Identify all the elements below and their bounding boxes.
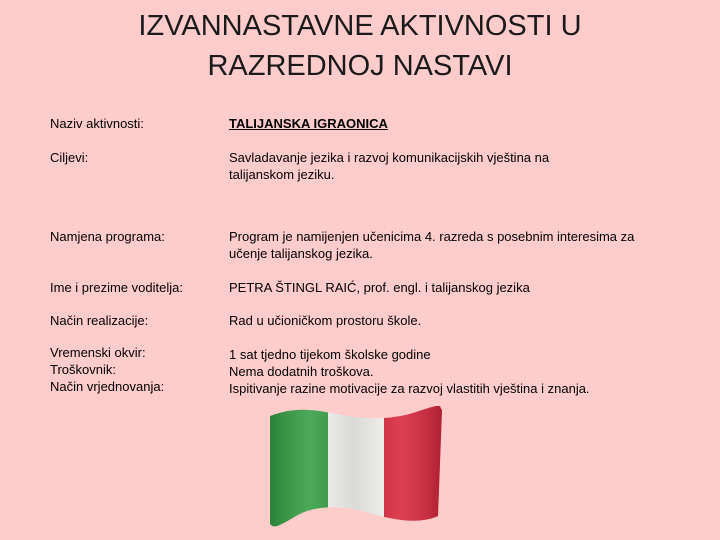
value-ciljevi-line-2: talijanskom jeziku. <box>229 167 335 182</box>
label-ciljevi: Ciljevi: <box>50 150 89 165</box>
value-namjena <box>229 228 679 262</box>
label-realizacija: Način realizacije: <box>50 313 149 328</box>
italian-flag-icon <box>266 406 444 530</box>
label-naziv: Naziv aktivnosti: <box>50 116 144 131</box>
value-namjena-line-1: Program je namijenjen učenicima 4. razreda s posebnim interesima za <box>229 229 635 244</box>
label-voditelj: Ime i prezime voditelja: <box>50 280 183 295</box>
title-line-1: IZVANNASTAVNE AKTIVNOSTI U <box>138 10 582 42</box>
value-voditelj: PETRA ŠTINGL RAIĆ, prof. engl. i talijanskog jezika <box>229 280 530 295</box>
value-nacin-vrjednovanja: Ispitivanje razine motivacije za razvoj vlastitih vještina i znanja. <box>229 381 590 396</box>
value-ciljevi <box>229 149 679 183</box>
value-vremenski-okvir: 1 sat tjedno tijekom školske godine <box>229 347 431 362</box>
value-ciljevi-line-1: Savladavanje jezika i razvoj komunikacijskih vještina na <box>229 150 550 165</box>
value-namjena-line-2: učenje talijanskog jezika. <box>229 246 373 261</box>
label-nacin-vrjednovanja: Način vrjednovanja: <box>50 379 165 394</box>
value-naziv: TALIJANSKA IGRAONICA <box>229 116 388 131</box>
page-title <box>0 6 720 86</box>
value-realizacija: Rad u učioničkom prostoru škole. <box>229 313 422 328</box>
value-troskovnik: Nema dodatnih troškova. <box>229 364 374 379</box>
value-okvir-group <box>229 346 679 397</box>
label-okvir-group <box>50 344 220 395</box>
label-vremenski-okvir: Vremenski okvir: <box>50 345 146 360</box>
label-troskovnik: Troškovnik: <box>50 362 116 377</box>
title-line-2: RAZREDNOJ NASTAVI <box>207 50 513 82</box>
label-namjena: Namjena programa: <box>50 229 165 244</box>
